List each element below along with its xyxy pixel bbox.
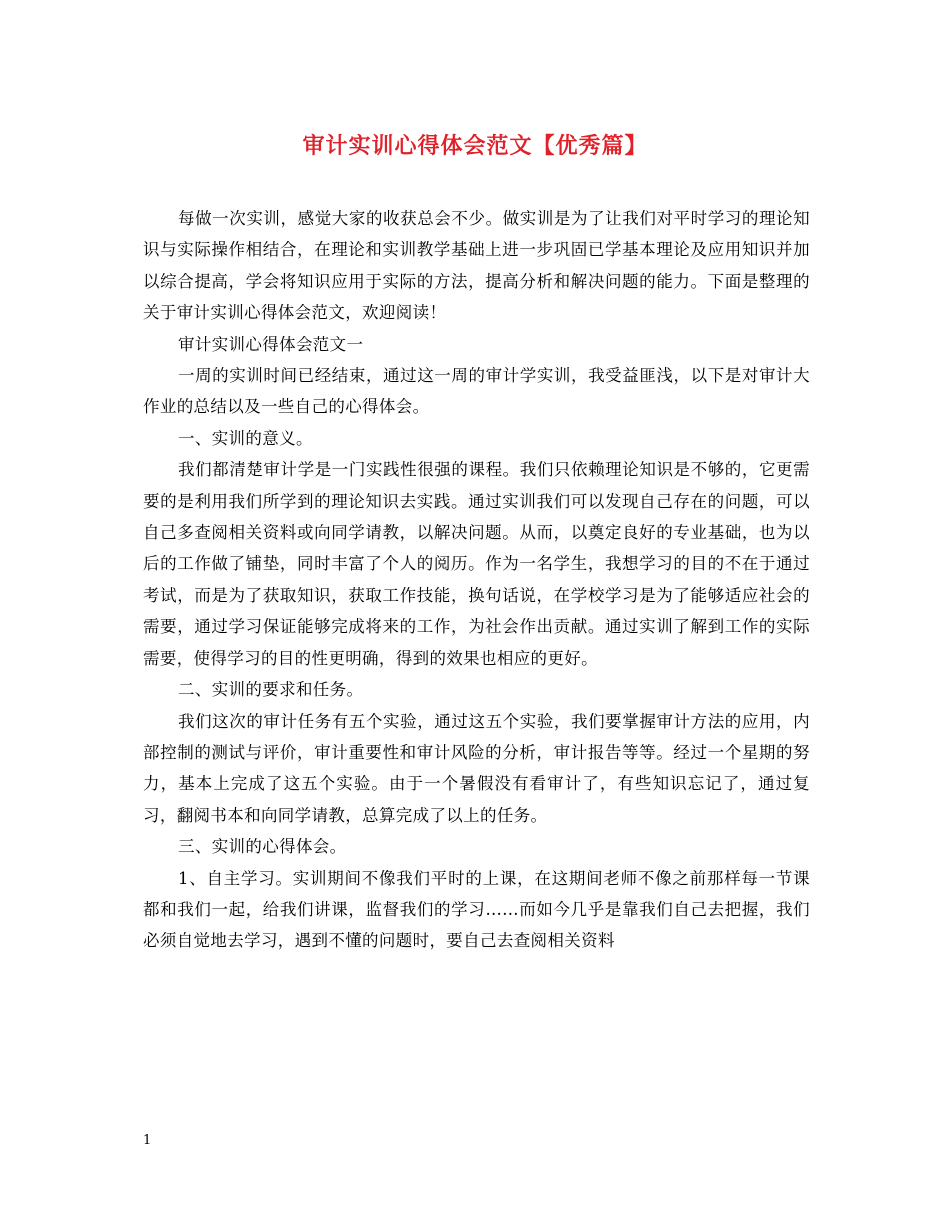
- section-heading-meaning: 一、实训的意义。: [178, 428, 313, 448]
- paragraph-meaning: 我们都清楚审计学是一门实践性很强的课程。我们只依赖理论知识是不够的，它更需要的是利用我们所学到的理论知识去实践。通过实训我们可以发现自己存在的问题，可以自己多查阅相关资料或向同学请教，以解决问题。从而，以奠定良好的专业基础，也为以后的工作做了铺垫，同时丰富了个人的阅历。作为一名学生，我想学习的目的不在于通过考试，而是为了获取知识，获取工作技能，换句话说，在学校学习是为了能够适应社会的需要，通过学习保证能够完成将来的工作，为社会作出贡献。通过实训了解到工作的实际需要，使得学习的目的性更明确，得到的效果也相应的更好。: [143, 460, 810, 668]
- paragraph-week-summary: 一周的实训时间已经结束，通过这一周的审计学实训，我受益匪浅，以下是对审计大作业的总结以及一些自己的心得体会。: [143, 366, 810, 417]
- section-heading-experience: 三、实训的心得体会。: [178, 837, 347, 857]
- page-number: 1: [143, 1133, 152, 1148]
- document-title: 审计实训心得体会范文【优秀篇】: [302, 134, 648, 159]
- paragraph-self-study: 1、自主学习。实训期间不像我们平时的上课，在这期间老师不像之前那样每一节课都和我们一起，给我们讲课，监督我们的学习……而如今几乎是靠我们自己去把握，我们必须自觉地去学习，遇到不懂的问题时，要自己去查阅相关资料: [143, 868, 810, 951]
- paragraph-heading-sample-one: 审计实训心得体会范文一: [178, 334, 364, 354]
- paragraph-intro: 每做一次实训，感觉大家的收获总会不少。做实训是为了让我们对平时学习的理论知识与实际操作相结合，在理论和实训教学基础上进一步巩固已学基本理论及应用知识并加以综合提高，学会将知识应用于实际的方法，提高分析和解决问题的能力。下面是整理的关于审计实训心得体会范文，欢迎阅读！: [143, 209, 810, 323]
- document-body: [143, 203, 810, 957]
- section-heading-requirements: 二、实训的要求和任务。: [178, 680, 364, 700]
- paragraph-requirements: 我们这次的审计任务有五个实验，通过这五个实验，我们要掌握审计方法的应用，内部控制的测试与评价，审计重要性和审计风险的分析，审计报告等等。经过一个星期的努力，基本上完成了这五个实验。由于一个暑假没有看审计了，有些知识忘记了，通过复习，翻阅书本和向同学请教，总算完成了以上的任务。: [143, 711, 810, 825]
